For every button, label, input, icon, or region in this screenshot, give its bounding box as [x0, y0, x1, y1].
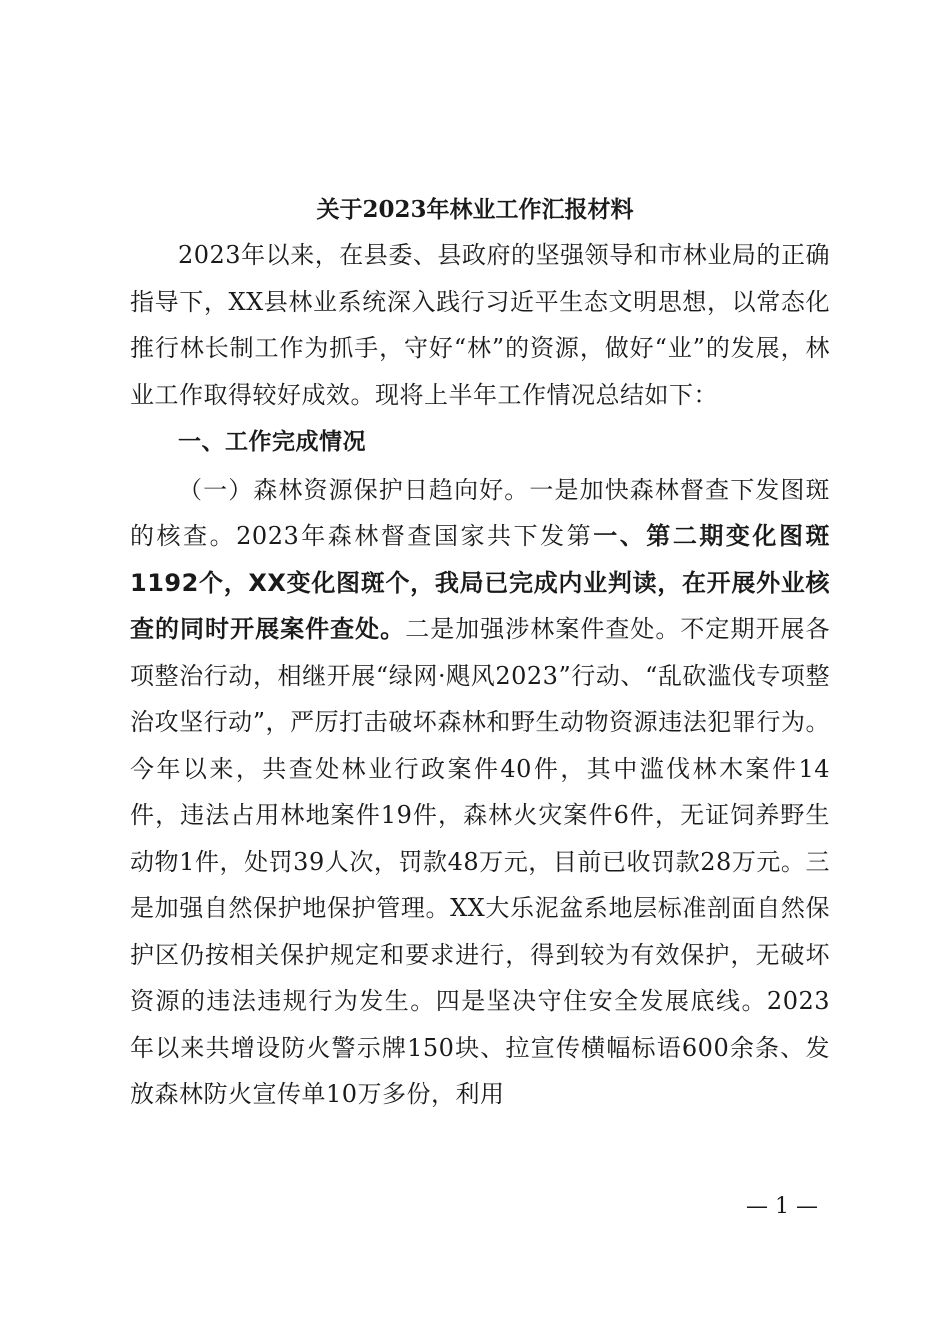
- section-paragraph: [130, 467, 830, 1118]
- paragraph-text-continued: 二是加强涉林案件查处。不定期开展各项整治行动，相继开展“绿网·飓风2023”行动、“乱砍滥伐专项整治攻坚行动”，严厉打击破坏森林和野生动物资源违法犯罪行为。今年以来，共查处林业行政案件40件，其中滥伐林木案件14件，违法占用林地案件19件，森林火灾案件6件，无证饲养野生动物1件，处罚39人次，罚款48万元，目前已收罚款28万元。三是加强自然保护地保护管理。XX大乐泥盆系地层标准剖面自然保护区仍按相关保护规定和要求进行，得到较为有效保护，无破坏资源的违法违规行为发生。四是坚决守住安全发展底线。2023年以来共增设防火警示牌150块、拉宣传横幅标语600余条、发放森林防火宣传单10万多份，利用: [130, 615, 830, 1108]
- document-body: [130, 232, 830, 1118]
- document-title: 关于2023年林业工作汇报材料: [316, 196, 634, 223]
- section-heading: 一、工作完成情况: [178, 429, 366, 455]
- paragraph-text: （一）森林资源保护日趋向好。一是加快森林督查下发图斑的核查。2023年森林督查国家共下发第: [130, 475, 830, 550]
- page-number: — 1 —: [746, 1194, 818, 1219]
- intro-paragraph: 2023年以来，在县委、县政府的坚强领导和市林业局的正确指导下，XX县林业系统深入践行习近平生态文明思想，以常态化推行林长制工作为抓手，守好“林”的资源，做好“业”的发展，林业工作取得较好成效。现将上半年工作情况总结如下：: [130, 241, 830, 409]
- paragraph-bold-text: 一、第二期变化图斑1192个，XX变化图斑个，我局已完成内业判读，在开展外业核查的同时开展案件查处。: [130, 522, 831, 643]
